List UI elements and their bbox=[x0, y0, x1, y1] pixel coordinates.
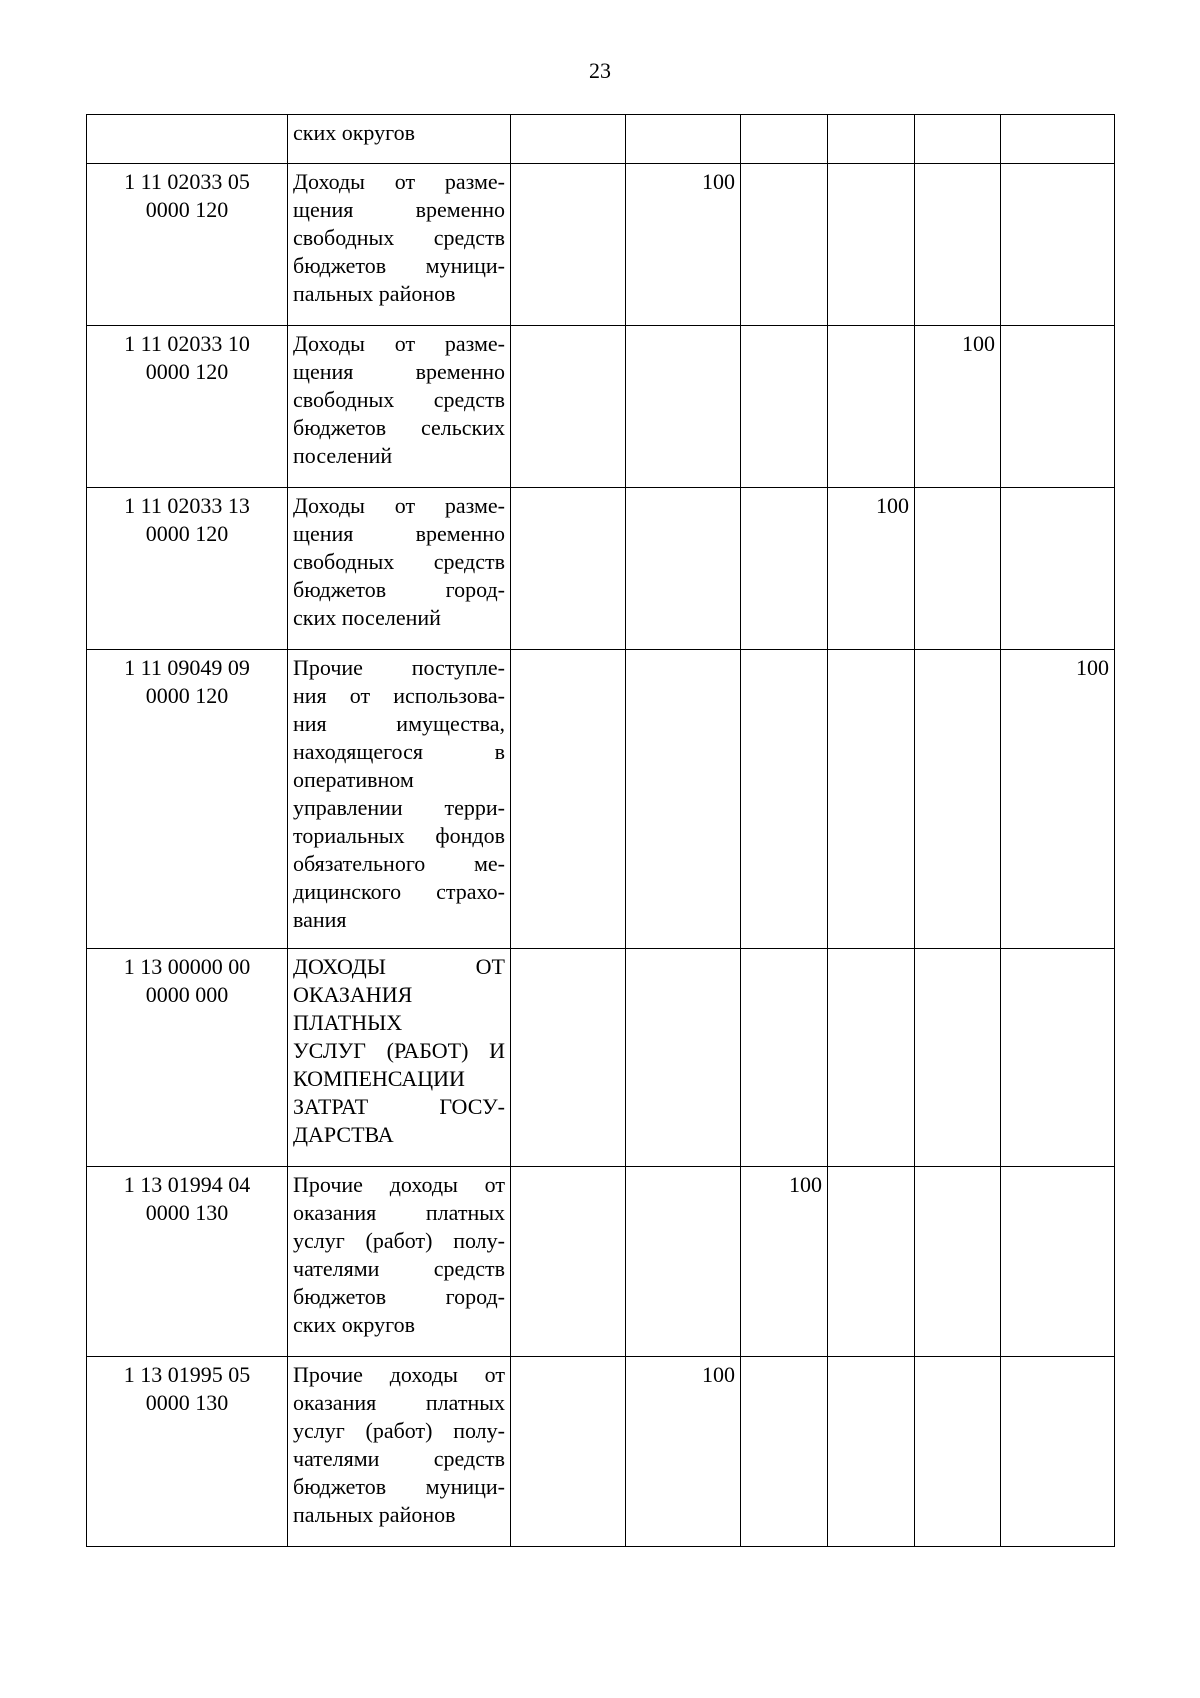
allocation-value-cell-4 bbox=[828, 326, 915, 488]
description-line: ДАРСТВА bbox=[293, 1122, 394, 1147]
budget-code-line: 0000 130 bbox=[145, 1390, 229, 1415]
income-description-cell bbox=[288, 1357, 511, 1547]
table-row bbox=[87, 164, 1115, 326]
allocation-value-cell-2: 100 bbox=[626, 1357, 741, 1547]
description-line: ПЛАТНЫХ bbox=[293, 1010, 403, 1035]
allocation-value-cell-2 bbox=[626, 650, 741, 949]
description-line: Прочие доходы от bbox=[293, 1362, 505, 1387]
description-line: щения временно bbox=[293, 197, 505, 222]
description-line: Прочие поступле- bbox=[293, 655, 505, 680]
budget-code-line: 1 11 02033 05 bbox=[124, 169, 250, 194]
budget-code-cell bbox=[87, 949, 288, 1167]
table-row bbox=[87, 326, 1115, 488]
allocation-value-cell-6 bbox=[1001, 488, 1115, 650]
budget-code-cell bbox=[87, 488, 288, 650]
description-line: пальных районов bbox=[293, 1502, 456, 1527]
income-description-cell bbox=[288, 949, 511, 1167]
allocation-value-cell-4 bbox=[828, 650, 915, 949]
allocation-value-cell-6 bbox=[1001, 326, 1115, 488]
description-line: свободных средств bbox=[293, 549, 505, 574]
budget-code-cell bbox=[87, 326, 288, 488]
allocation-value-cell-5 bbox=[915, 949, 1001, 1167]
description-line: Прочие доходы от bbox=[293, 1172, 505, 1197]
description-line: Доходы от разме- bbox=[293, 169, 505, 194]
income-description-cell bbox=[288, 650, 511, 949]
description-line: ских округов bbox=[293, 1312, 415, 1337]
budget-code-cell bbox=[87, 1167, 288, 1357]
allocation-value-cell-1 bbox=[511, 1357, 626, 1547]
income-description-cell bbox=[288, 1167, 511, 1357]
table-row bbox=[87, 1167, 1115, 1357]
description-line: свободных средств bbox=[293, 387, 505, 412]
budget-code-line: 1 13 01994 04 bbox=[123, 1172, 251, 1197]
description-line: бюджетов муници- bbox=[293, 253, 505, 278]
description-line: ния от использова- bbox=[293, 683, 505, 708]
budget-code-line: 0000 120 bbox=[145, 683, 229, 708]
description-line: ния имущества, bbox=[293, 711, 505, 736]
description-line: ЗАТРАТ ГОСУ- bbox=[293, 1094, 505, 1119]
allocation-value-cell-2 bbox=[626, 115, 741, 164]
description-line: обязательного ме- bbox=[293, 851, 505, 876]
description-line: ториальных фондов bbox=[293, 823, 505, 848]
allocation-value-cell-5 bbox=[915, 1357, 1001, 1547]
description-line: чателями средств bbox=[293, 1446, 505, 1471]
allocation-value-cell-5: 100 bbox=[915, 326, 1001, 488]
allocation-value-cell-1 bbox=[511, 1167, 626, 1357]
budget-code-cell bbox=[87, 164, 288, 326]
budget-code-line: 1 13 00000 00 bbox=[123, 954, 251, 979]
allocation-value-cell-6 bbox=[1001, 115, 1115, 164]
budget-code-line: 0000 120 bbox=[145, 521, 229, 546]
table-row bbox=[87, 1357, 1115, 1547]
description-line: управлении терри- bbox=[293, 795, 505, 820]
allocation-value-cell-1 bbox=[511, 650, 626, 949]
allocation-value-cell-3: 100 bbox=[741, 1167, 828, 1357]
income-description-cell bbox=[288, 488, 511, 650]
income-description-cell bbox=[288, 326, 511, 488]
page-number: 23 bbox=[589, 58, 611, 83]
description-line: ских поселений bbox=[293, 605, 441, 630]
description-line: бюджетов сельских bbox=[293, 415, 505, 440]
description-line: бюджетов город- bbox=[293, 577, 505, 602]
allocation-value-cell-6 bbox=[1001, 164, 1115, 326]
description-line: щения временно bbox=[293, 521, 505, 546]
allocation-value-cell-3 bbox=[741, 650, 828, 949]
allocation-value-cell-2 bbox=[626, 1167, 741, 1357]
description-line: оказания платных bbox=[293, 1200, 505, 1225]
description-line: бюджетов город- bbox=[293, 1284, 505, 1309]
allocation-value-cell-4: 100 bbox=[828, 488, 915, 650]
allocation-value-cell-1 bbox=[511, 326, 626, 488]
description-line: услуг (работ) полу- bbox=[293, 1228, 505, 1253]
allocation-value-cell-3 bbox=[741, 949, 828, 1167]
description-line: ДОХОДЫ ОТ bbox=[293, 954, 505, 979]
allocation-value-cell-3 bbox=[741, 488, 828, 650]
allocation-value-cell-1 bbox=[511, 115, 626, 164]
table-row bbox=[87, 488, 1115, 650]
budget-code-line: 0000 130 bbox=[145, 1200, 229, 1225]
description-line: оперативном bbox=[293, 767, 414, 792]
description-line: Доходы от разме- bbox=[293, 493, 505, 518]
allocation-value-cell-3 bbox=[741, 164, 828, 326]
allocation-value-cell-1 bbox=[511, 488, 626, 650]
allocation-value-cell-6 bbox=[1001, 949, 1115, 1167]
budget-code-line: 0000 120 bbox=[145, 197, 229, 222]
description-line: УСЛУГ (РАБОТ) И bbox=[293, 1038, 505, 1063]
table-row bbox=[87, 650, 1115, 949]
allocation-value-cell-5 bbox=[915, 650, 1001, 949]
allocation-value-cell-5 bbox=[915, 115, 1001, 164]
allocation-value-cell-6: 100 bbox=[1001, 650, 1115, 949]
description-line: ских округов bbox=[293, 120, 415, 145]
budget-code-cell bbox=[87, 1357, 288, 1547]
allocation-value-cell-4 bbox=[828, 115, 915, 164]
description-line: оказания платных bbox=[293, 1390, 505, 1415]
allocation-value-cell-4 bbox=[828, 164, 915, 326]
allocation-value-cell-6 bbox=[1001, 1357, 1115, 1547]
allocation-value-cell-3 bbox=[741, 326, 828, 488]
allocation-value-cell-2 bbox=[626, 488, 741, 650]
description-line: вания bbox=[293, 907, 347, 932]
table-row bbox=[87, 949, 1115, 1167]
allocation-value-cell-6 bbox=[1001, 1167, 1115, 1357]
budget-classification-table bbox=[86, 114, 1115, 1547]
budget-code-line: 0000 120 bbox=[145, 359, 229, 384]
allocation-value-cell-2: 100 bbox=[626, 164, 741, 326]
description-line: бюджетов муници- bbox=[293, 1474, 505, 1499]
allocation-value-cell-1 bbox=[511, 164, 626, 326]
description-line: услуг (работ) полу- bbox=[293, 1418, 505, 1443]
description-line: ОКАЗАНИЯ bbox=[293, 982, 413, 1007]
budget-code-line: 1 11 02033 13 bbox=[124, 493, 250, 518]
description-line: пальных районов bbox=[293, 281, 456, 306]
table-body bbox=[87, 115, 1115, 1547]
description-line: щения временно bbox=[293, 359, 505, 384]
description-line: свободных средств bbox=[293, 225, 505, 250]
allocation-value-cell-3 bbox=[741, 115, 828, 164]
budget-code-line: 0000 000 bbox=[145, 982, 229, 1007]
budget-code-line: 1 13 01995 05 bbox=[123, 1362, 251, 1387]
allocation-value-cell-4 bbox=[828, 949, 915, 1167]
description-line: дицинского страхо- bbox=[293, 879, 505, 904]
allocation-value-cell-4 bbox=[828, 1357, 915, 1547]
allocation-value-cell-3 bbox=[741, 1357, 828, 1547]
budget-code-line: 1 11 02033 10 bbox=[124, 331, 250, 356]
description-line: КОМПЕНСАЦИИ bbox=[293, 1066, 465, 1091]
allocation-value-cell-2 bbox=[626, 949, 741, 1167]
budget-code-cell bbox=[87, 115, 288, 164]
description-line: поселений bbox=[293, 443, 393, 468]
budget-code-line: 1 11 09049 09 bbox=[124, 655, 250, 680]
allocation-value-cell-5 bbox=[915, 1167, 1001, 1357]
allocation-value-cell-1 bbox=[511, 949, 626, 1167]
allocation-value-cell-2 bbox=[626, 326, 741, 488]
income-description-cell bbox=[288, 115, 511, 164]
description-line: Доходы от разме- bbox=[293, 331, 505, 356]
description-line: находящегося в bbox=[293, 739, 505, 764]
allocation-value-cell-4 bbox=[828, 1167, 915, 1357]
allocation-value-cell-5 bbox=[915, 164, 1001, 326]
table-row bbox=[87, 115, 1115, 164]
budget-code-cell bbox=[87, 650, 288, 949]
description-line: чателями средств bbox=[293, 1256, 505, 1281]
allocation-value-cell-5 bbox=[915, 488, 1001, 650]
income-description-cell bbox=[288, 164, 511, 326]
